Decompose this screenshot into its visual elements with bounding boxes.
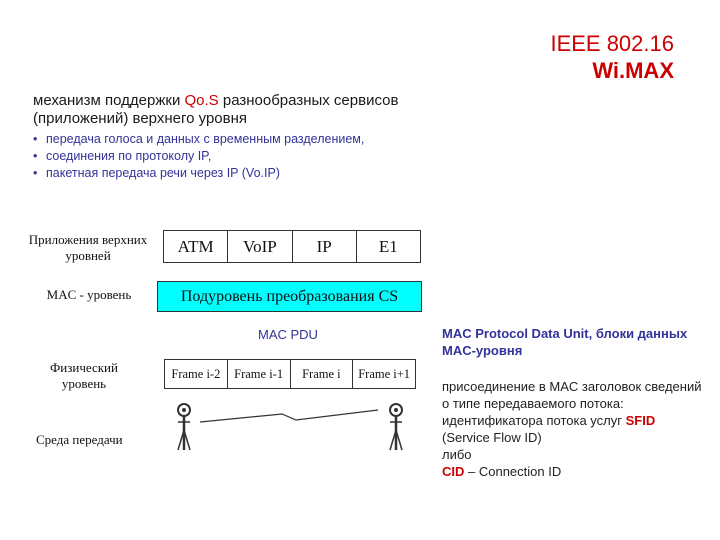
assoc-line-1: присоединение в MAC заголовок сведений о типе передаваемого потока: — [442, 379, 702, 411]
frame-cell: Frame i-2 — [165, 360, 228, 388]
label-mac-layer: MAC - уровень — [46, 287, 132, 302]
radio-wave-icon — [200, 410, 378, 422]
bullet-item: • пакетная передача речи через IP (Vo.IP) — [33, 165, 364, 182]
assoc-line-2-text: идентификатора потока услуг — [442, 413, 626, 428]
app-cell-e1: E1 — [378, 236, 398, 256]
intro-text — [33, 92, 473, 128]
label-medium: Среда передачи — [36, 432, 123, 447]
intro-part-1: механизм поддержки — [33, 92, 185, 109]
cs-sublayer-box: Подуровень преобразования CS — [157, 281, 422, 312]
label-upper-layers: Приложения верхних уровней — [28, 232, 148, 263]
assoc-line-5 — [442, 463, 702, 480]
label-phy-layer: Физический уровень — [50, 360, 118, 391]
application-row — [163, 230, 421, 263]
app-cell-atm: ATM — [164, 231, 228, 262]
cid-term: CID — [442, 464, 465, 479]
bullet-item: • соединения по протоколу IP, — [33, 148, 364, 165]
assoc-line-4: либо — [442, 447, 472, 462]
antenna-left-icon — [178, 404, 190, 450]
frame-row — [164, 359, 416, 389]
header-association-text — [442, 378, 702, 480]
app-cell-ip: IP — [293, 231, 357, 262]
app-cell-voip: VoIP — [228, 231, 292, 262]
title-line-1: IEEE 802.16 — [550, 31, 674, 56]
assoc-line-3: (Service Flow ID) — [442, 430, 542, 445]
sfid-term: SFID — [625, 413, 656, 428]
radio-link-drawing — [170, 400, 410, 456]
frame-cell: Frame i+1 — [358, 366, 411, 381]
antenna-right-icon — [390, 404, 402, 450]
frame-cell: Frame i — [291, 360, 354, 388]
frame-cell: Frame i-1 — [228, 360, 291, 388]
mac-pdu-label: MAC PDU — [258, 327, 318, 342]
assoc-line-5-text: – Connection ID — [464, 464, 562, 479]
assoc-line-2 — [442, 412, 702, 429]
intro-part-3: разнообразных сервисов (приложений) верхнего уровня — [33, 92, 399, 127]
qos-term: Qo.S — [184, 92, 219, 109]
service-bullets — [33, 131, 364, 182]
mac-pdu-description: MAC Protocol Data Unit, блоки данных MAC-уровня — [442, 326, 688, 358]
bullet-item: • передача голоса и данных с временным разделением, — [33, 131, 364, 148]
title-line-2: Wi.MAX — [592, 58, 674, 83]
